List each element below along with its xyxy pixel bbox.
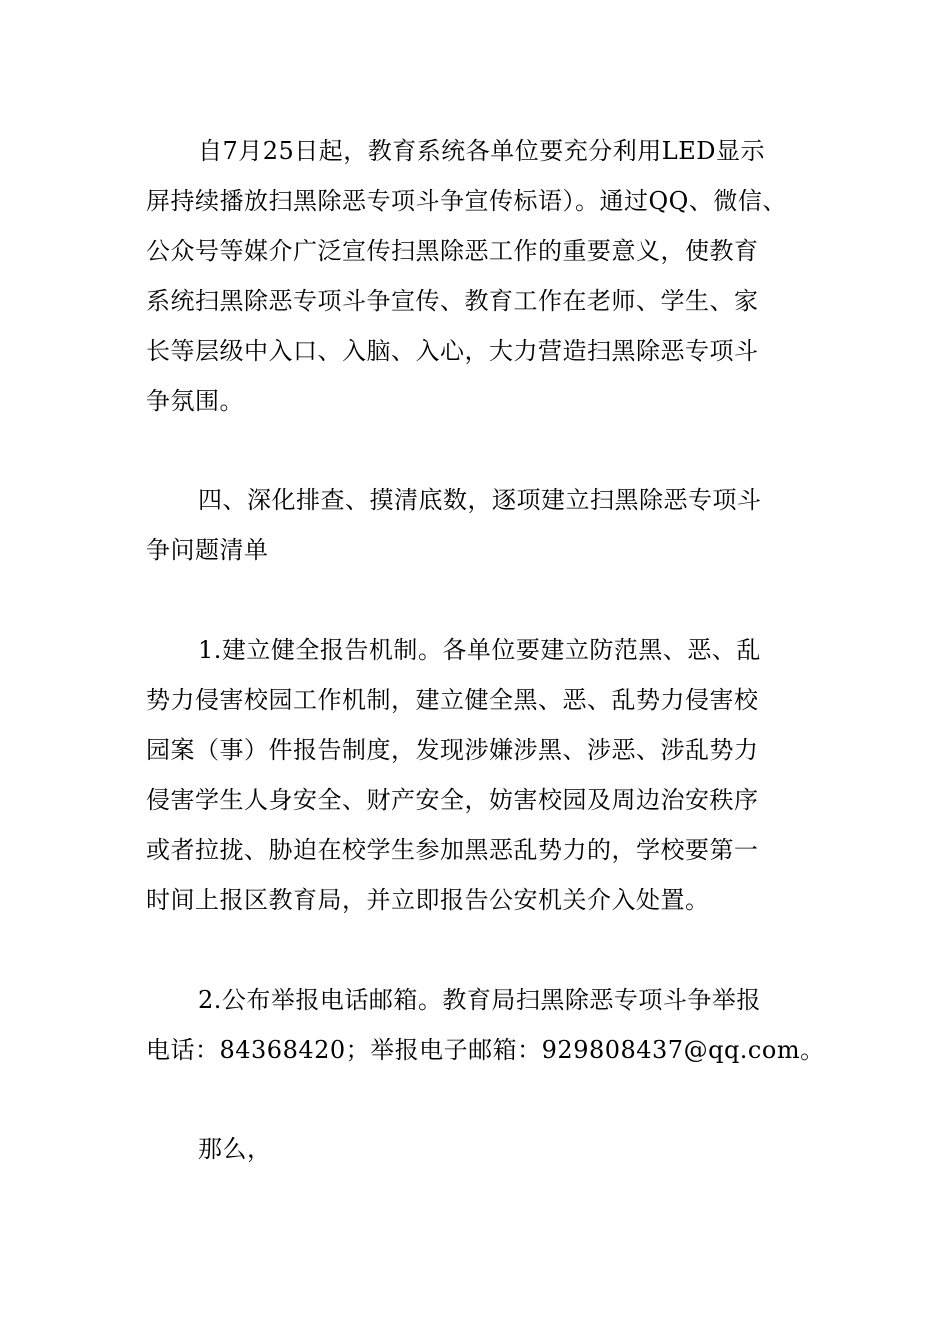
paragraph-report-contacts <box>146 975 825 1075</box>
paragraph-line: 屏持续播放扫黑除恶专项斗争宣传标语）。通过QQ、微信、 <box>146 187 787 215</box>
paragraph-line: 那么， <box>198 1135 272 1163</box>
paragraph-line: 争氛围。 <box>146 387 244 415</box>
paragraph-line: 时间上报区教育局，并立即报告公安机关介入处置。 <box>146 886 710 914</box>
paragraph-line: 1.建立健全报告机制。各单位要建立防范黑、恶、乱 <box>198 636 761 664</box>
paragraph-line: 势力侵害校园工作机制，建立健全黑、恶、乱势力侵害校 <box>146 686 759 714</box>
paragraph-closing <box>146 1124 816 1174</box>
paragraph-line: 园案（事）件报告制度，发现涉嫌涉黑、涉恶、涉乱势力 <box>146 736 759 764</box>
section-heading-four <box>146 475 816 575</box>
paragraph-led-publicity <box>146 126 816 426</box>
paragraph-line: 长等层级中入口、入脑、入心，大力营造扫黑除恶专项斗 <box>146 337 759 365</box>
paragraph-line: 2.公布举报电话邮箱。教育局扫黑除恶专项斗争举报 <box>198 986 761 1014</box>
heading-line: 四、深化排查、摸清底数，逐项建立扫黑除恶专项斗 <box>198 486 762 514</box>
heading-line: 争问题清单 <box>146 536 269 564</box>
paragraph-reporting-mechanism <box>146 625 816 925</box>
paragraph-line: 侵害学生人身安全、财产安全，妨害校园及周边治安秩序 <box>146 786 759 814</box>
paragraph-line: 或者拉拢、胁迫在校学生参加黑恶乱势力的，学校要第一 <box>146 836 759 864</box>
paragraph-line: 自7月25日起，教育系统各单位要充分利用LED显示 <box>198 137 766 165</box>
paragraph-line: 系统扫黑除恶专项斗争宣传、教育工作在老师、学生、家 <box>146 287 759 315</box>
paragraph-line: 电话：84368420；举报电子邮箱：929808437@qq.com。 <box>146 1036 825 1064</box>
paragraph-line: 公众号等媒介广泛宣传扫黑除恶工作的重要意义，使教育 <box>146 237 759 265</box>
